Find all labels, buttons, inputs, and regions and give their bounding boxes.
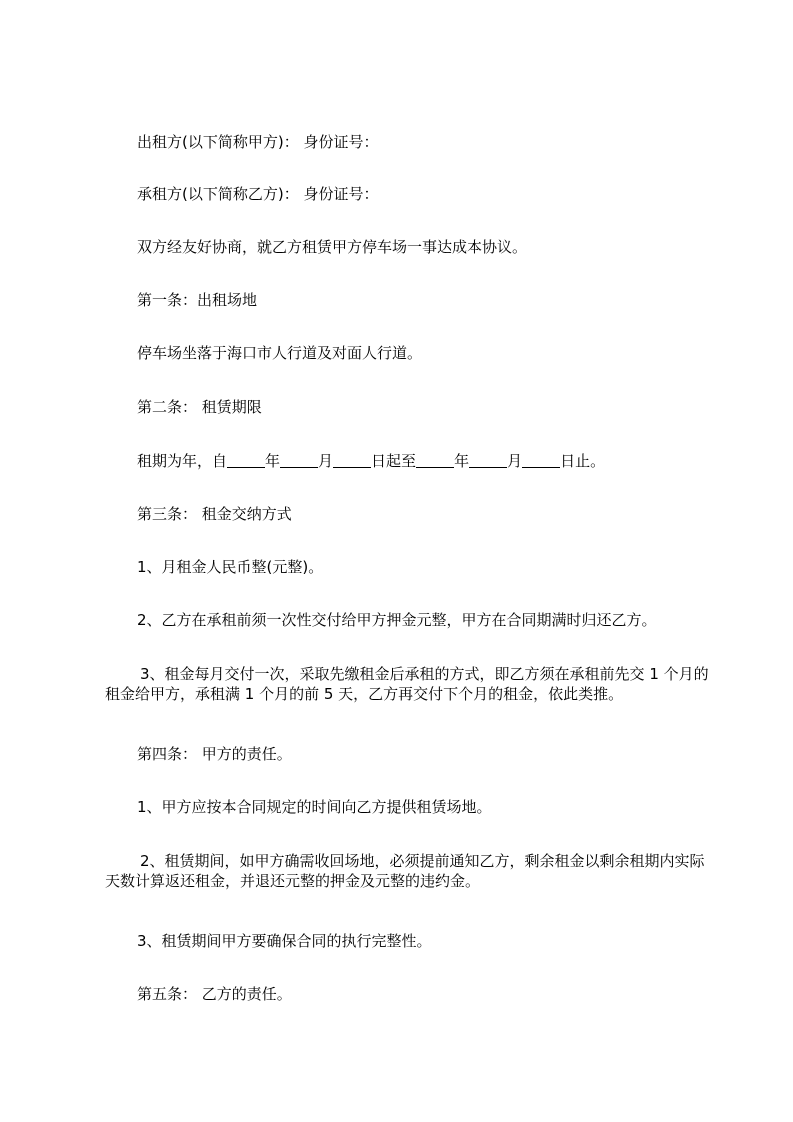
blank-field (280, 453, 318, 468)
blank-field (469, 453, 507, 468)
blank-field (333, 453, 371, 468)
article-3-heading: 第三条： 租金交纳方式 (137, 505, 292, 523)
article-3-item-3: 3、租金每月交付一次，采取先缴租金后承租的方式，即乙方须在承租前先交 1 个月的租金给甲方，承租满 1 个月的前 5 天，乙方再交付下个月的租金，依此类推。 (105, 665, 709, 703)
term-unit-year-1: 年 (265, 452, 281, 470)
term-line (105, 451, 709, 471)
blank-field (522, 453, 560, 468)
term-unit-day-2: 日止。 (560, 452, 606, 470)
article-1-heading: 第一条：出租场地 (137, 291, 258, 309)
lessor-line: 出租方(以下简称甲方)： 身份证号： (137, 133, 379, 151)
term-unit-month-2: 月 (507, 452, 523, 470)
blank-field (416, 453, 454, 468)
term-unit-day-1: 日起至 (371, 452, 417, 470)
article-4-item-1: 1、甲方应按本合同规定的时间向乙方提供租赁场地。 (137, 798, 492, 816)
blank-field (227, 453, 265, 468)
article-4-item-3: 3、租赁期间甲方要确保合同的执行完整性。 (137, 932, 432, 950)
article-1-body: 停车场坐落于海口市人行道及对面人行道。 (137, 344, 423, 362)
article-2-heading: 第二条： 租赁期限 (137, 398, 262, 416)
article-4-item-2: 2、租赁期间，如甲方确需收回场地，必须提前通知乙方，剩余租金以剩余租期内实际天数计算返还租金，并退还元整的押金及元整的违约金。 (105, 852, 705, 890)
agreement-intro: 双方经友好协商，就乙方租赁甲方停车场一事达成本协议。 (137, 238, 528, 256)
article-3-item-1: 1、月租金人民币整(元整)。 (137, 558, 324, 576)
article-5-heading: 第五条： 乙方的责任。 (137, 985, 292, 1003)
article-3-item-2: 2、乙方在承租前须一次性交付给甲方押金元整，甲方在合同期满时归还乙方。 (137, 611, 657, 629)
term-unit-year-2: 年 (454, 452, 470, 470)
article-4-heading: 第四条： 甲方的责任。 (137, 745, 292, 763)
lessee-line: 承租方(以下简称乙方)： 身份证号： (137, 185, 379, 203)
term-unit-month-1: 月 (318, 452, 334, 470)
term-prefix: 租期为年，自 (137, 452, 228, 470)
